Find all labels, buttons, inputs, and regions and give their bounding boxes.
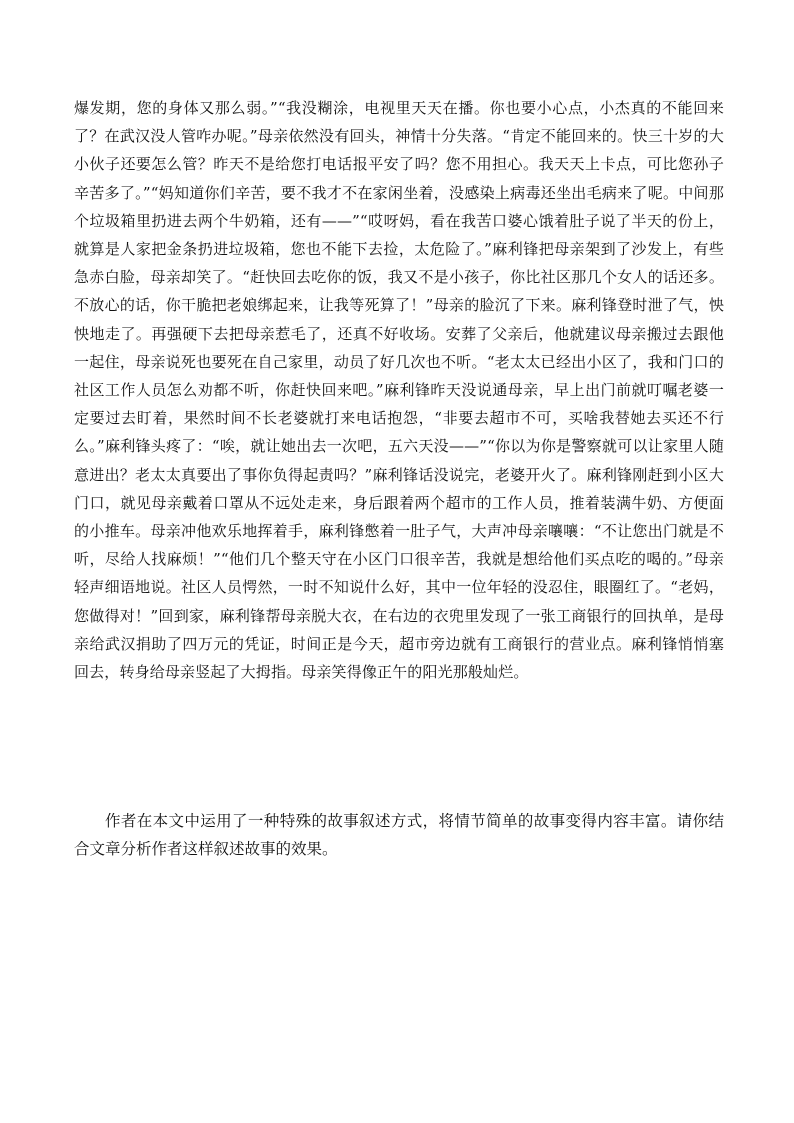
question-prompt: 作者在本文中运用了一种特殊的故事叙述方式，将情节简单的故事变得内容丰富。请你结合文章分析作者这样叙述故事的效果。: [74, 812, 724, 858]
passage-paragraph: 爆发期，您的身体又那么弱。”“我没糊涂，电视里天天在播。你也要小心点，小杰真的不能回来了？在武汉没人管咋办呢。”母亲依然没有回头，神情十分失落。“肯定不能回来的。快三十岁的大小伙子还要怎么管？昨天不是给您打电话报平安了吗？您不用担心。我天天上卡点，可比您孙子辛苦多了。”“妈知道你们辛苦，要不我才不在家闲坐着，没感染上病毒还坐出毛病来了呢。中间那个垃圾箱里扔进去两个牛奶箱，还有——”“哎呀妈，看在我苦口婆心饿着肚子说了半天的份上，就算是人家把金条扔进垃圾箱，您也不能下去捡，太危险了。”麻利锋把母亲架到了沙发上，有些急赤白脸，母亲却笑了。“赶快回去吃你的饭，我又不是小孩子，你比社区那几个女人的话还多。不放心的话，你干脆把老娘绑起来，让我等死算了！”母亲的脸沉了下来。麻利锋登时泄了气，怏怏地走了。再强硬下去把母亲惹毛了，还真不好收场。安葬了父亲后，他就建议母亲搬过去跟他一起住，母亲说死也要死在自己家里，动员了好几次也不听。“老太太已经出小区了，我和门口的社区工作人员怎么劝都不听，你赶快回来吧。”麻利锋昨天没说通母亲，早上出门前就叮嘱老婆一定要过去盯着，果然时间不长老婆就打来电话抱怨，“非要去超市不可，买啥我替她去买还不行么。”麻利锋头疼了：“唉，就让她出去一次吧，五六天没——”“你以为你是警察就可以让家里人随意进出？老太太真要出了事你负得起责吗？”麻利锋话没说完，老婆开火了。麻利锋刚赶到小区大门口，就见母亲戴着口罩从不远处走来，身后跟着两个超市的工作人员，推着装满牛奶、方便面的小推车。母亲冲他欢乐地挥着手，麻利锋憋着一肚子气，大声冲母亲嚷嚷：“不让您出门就是不听，尽给人找麻烦！”“他们几个整天守在小区门口很辛苦，我就是想给他们买点吃的喝的。”母亲轻声细语地说。社区人员愕然，一时不知说什么好，其中一位年轻的没忍住，眼圈红了。“老妈，您做得对！”回到家，麻利锋帮母亲脱大衣，在右边的衣兜里发现了一张工商银行的回执单，是母亲给武汉捐助了四万元的凭证，时间正是今天，超市旁边就有工商银行的营业点。麻利锋悄悄塞回去，转身给母亲竖起了大拇指。母亲笑得像正午的阳光那般灿烂。: [74, 99, 724, 682]
story-passage: [74, 94, 724, 686]
